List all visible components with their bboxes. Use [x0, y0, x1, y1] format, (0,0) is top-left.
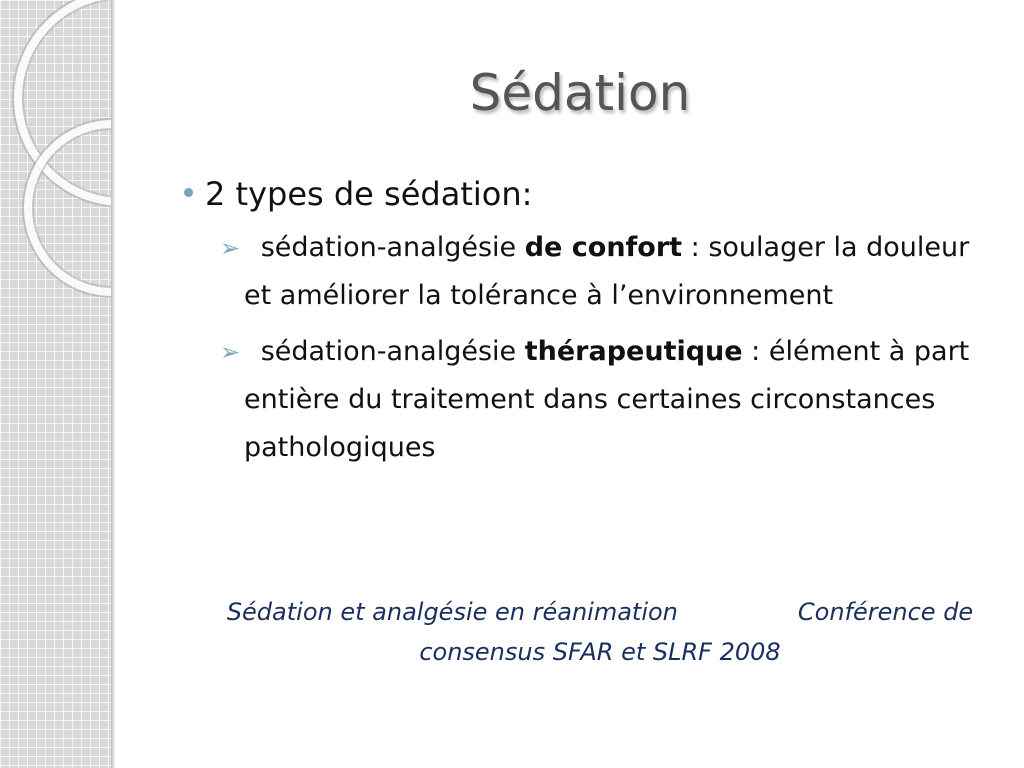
slide-content [180, 172, 990, 472]
dot-bullet-icon [184, 188, 193, 197]
sub-bullet-bold: de confort [524, 232, 683, 263]
arrowhead-bullet-icon: ➢ [220, 234, 241, 262]
reference-part-1: Sédation et analgésie en réanimation [226, 598, 678, 626]
arrowhead-bullet-icon: ➢ [220, 338, 241, 366]
sub-bullet-prefix: sédation-analgésie [252, 232, 525, 263]
reference-part-2: Conférence de consensus SFAR et SLRF 2008 [419, 598, 974, 666]
slide-title: Sédation [469, 64, 691, 122]
sidebar-edge [111, 0, 115, 768]
sub-bullet-suffix: : élément à part entière du traitement dans certaines circonstances pathologiques [244, 336, 970, 463]
sub-bullet-bold: thérapeutique [524, 336, 743, 367]
sub-bullet-prefix: sédation-analgésie [252, 336, 525, 367]
bullet-text: 2 types de sédation: [205, 175, 533, 213]
sub-bullet-suffix: : soulager la douleur et améliorer la tolérance à l’environnement [244, 232, 970, 311]
bullet-item [180, 172, 990, 216]
reference-citation [215, 592, 985, 672]
decorative-sidebar [0, 0, 113, 768]
sub-bullet-item [220, 224, 990, 320]
sub-bullet-item [220, 328, 990, 472]
